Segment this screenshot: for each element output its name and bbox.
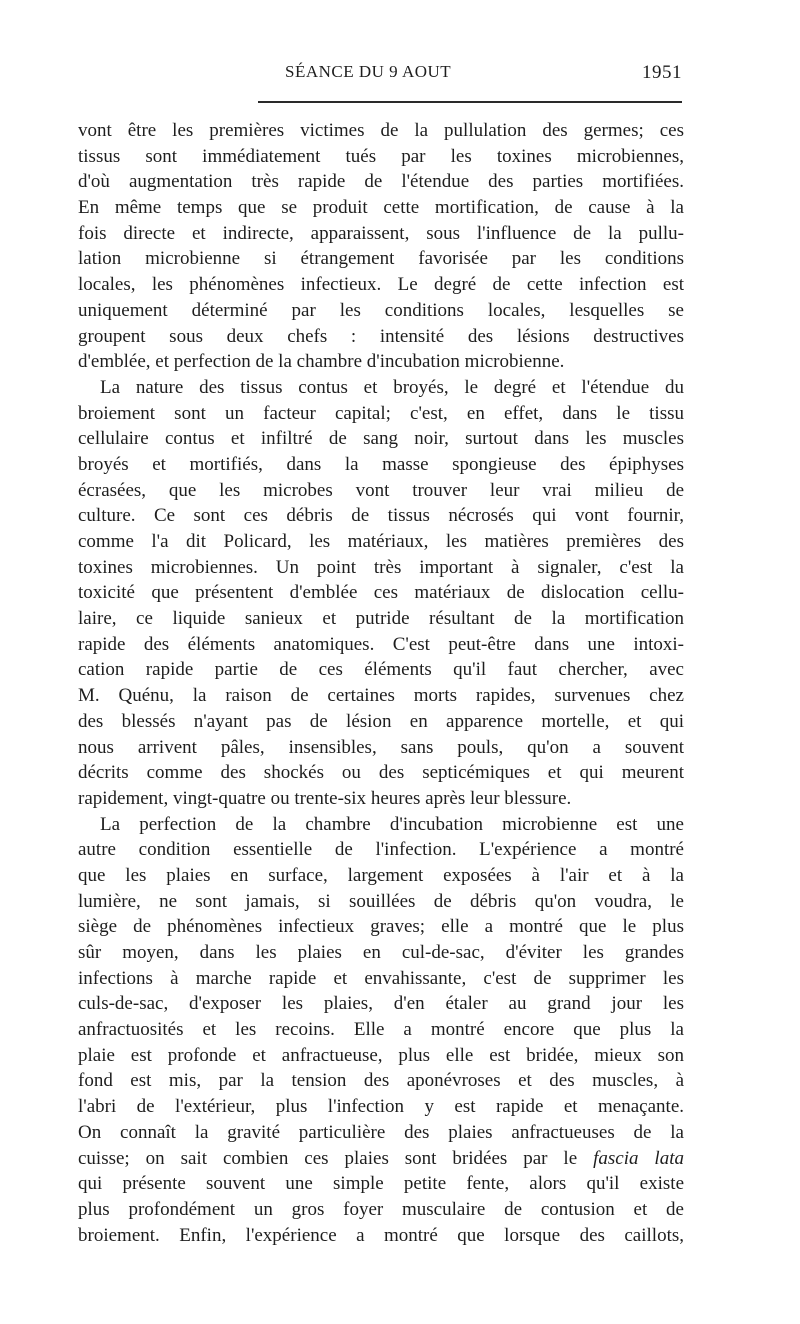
text-line: toxines microbiennes. Un point très important à signaler, c'est la [78, 556, 684, 578]
text-line: siège de phénomènes infectieux graves; elle a montré que le plus [78, 916, 684, 938]
text-line: des blessés n'ayant pas de lésion en apparence mortelle, et qui [78, 710, 684, 732]
text-line: plaie est profonde et anfractueuse, plus elle est bridée, mieux son [78, 1044, 684, 1066]
text-line: écrasées, que les microbes vont trouver leur vrai milieu de [78, 479, 684, 501]
text-line: laire, ce liquide sanieux et putride résultant de la mortification [78, 608, 684, 630]
text-line: fois directe et indirecte, apparaissent, sous l'influence de la pullu- [78, 222, 684, 244]
text-line: broiement. Enfin, l'expérience a montré que lorsque des caillots, [78, 1224, 684, 1246]
text-line: La nature des tissus contus et broyés, le degré et l'étendue du [100, 376, 684, 398]
text-line: culs-de-sac, d'exposer les plaies, d'en étaler au grand jour les [78, 993, 684, 1015]
text-line: locales, les phénomènes infectieux. Le degré de cette infection est [78, 274, 684, 296]
text-line-with-italic [78, 1146, 684, 1172]
text-line: rapide des éléments anatomiques. C'est peut-être dans une intoxi- [78, 633, 684, 655]
paragraph-3 [78, 812, 684, 1249]
text-line: plus profondément un gros foyer musculaire de contusion et de [78, 1198, 684, 1220]
text-line: broyés et mortifiés, dans la masse spongieuse des épiphyses [78, 453, 684, 475]
text-line: que les plaies en surface, largement exposées à l'air et à la [78, 864, 684, 886]
text-line: lumière, ne sont jamais, si souillées de débris qu'on voudra, le [78, 890, 684, 912]
page-number: 1951 [642, 62, 682, 83]
text-line: d'emblée, et perfection de la chambre d'incubation microbienne. [78, 351, 565, 373]
text-line: cellulaire contus et infiltré de sang noir, surtout dans les muscles [78, 428, 684, 450]
text-line: culture. Ce sont ces débris de tissus nécrosés qui vont fournir, [78, 505, 684, 527]
text-line: On connaît la gravité particulière des plaies anfractueuses de la [78, 1121, 684, 1143]
text-line: En même temps que se produit cette mortification, de cause à la [78, 197, 684, 219]
text-line: vont être les premières victimes de la pullulation des germes; ces [78, 120, 684, 141]
body-text [78, 118, 684, 1248]
text-line: rapidement, vingt-quatre ou trente-six heures après leur blessure. [78, 787, 572, 809]
text-line: d'où augmentation très rapide de l'étendue des parties mortifiées. [78, 171, 684, 193]
text-line: lation microbienne si étrangement favorisée par les conditions [78, 248, 684, 270]
text-line: autre condition essentielle de l'infection. L'expérience a montré [78, 839, 684, 861]
text-line: tissus sont immédiatement tués par les toxines microbiennes, [78, 145, 684, 167]
paragraph-2 [78, 375, 684, 812]
header-rule [258, 101, 682, 103]
text-line: décrits comme des shockés ou des septicémiques et qui meurent [78, 762, 684, 784]
text-line: cation rapide partie de ces éléments qu'il faut chercher, avec [78, 659, 684, 681]
text-line: M. Quénu, la raison de certaines morts rapides, survenues chez [78, 685, 684, 707]
text-line: infections à marche rapide et envahissante, c'est de supprimer les [78, 967, 684, 989]
text-line: La perfection de la chambre d'incubation microbienne est une [100, 813, 684, 835]
text-line: uniquement déterminé par les conditions locales, lesquelles se [78, 299, 684, 321]
text-line: sûr moyen, dans les plaies en cul-de-sac, d'éviter les grandes [78, 942, 684, 963]
text-line: groupent sous deux chefs : intensité des lésions destructives [78, 325, 684, 347]
text-line: qui présente souvent une simple petite fente, alors qu'il existe [78, 1173, 684, 1195]
italic-term: fascia lata [593, 1147, 684, 1169]
text-line: comme l'a dit Policard, les matériaux, les matières premières des [78, 531, 684, 552]
text-line: fond est mis, par la tension des aponévroses et des muscles, à [78, 1070, 684, 1092]
text-fragment: cuisse; on sait combien ces plaies sont bridées par le [78, 1147, 578, 1169]
paragraph-1 [78, 118, 684, 375]
running-title: SÉANCE DU 9 AOUT [285, 62, 452, 81]
text-line: toxicité que présentent d'emblée ces matériaux de dislocation cellu- [78, 582, 684, 604]
text-line: broiement sont un facteur capital; c'est, en effet, dans le tissu [78, 402, 684, 424]
text-line: l'abri de l'extérieur, plus l'infection y est rapide et menaçante. [78, 1096, 684, 1118]
page-header [255, 62, 682, 86]
text-line: anfractuosités et les recoins. Elle a montré encore que plus la [78, 1019, 684, 1041]
text-line: nous arrivent pâles, insensibles, sans pouls, qu'on a souvent [78, 736, 684, 758]
